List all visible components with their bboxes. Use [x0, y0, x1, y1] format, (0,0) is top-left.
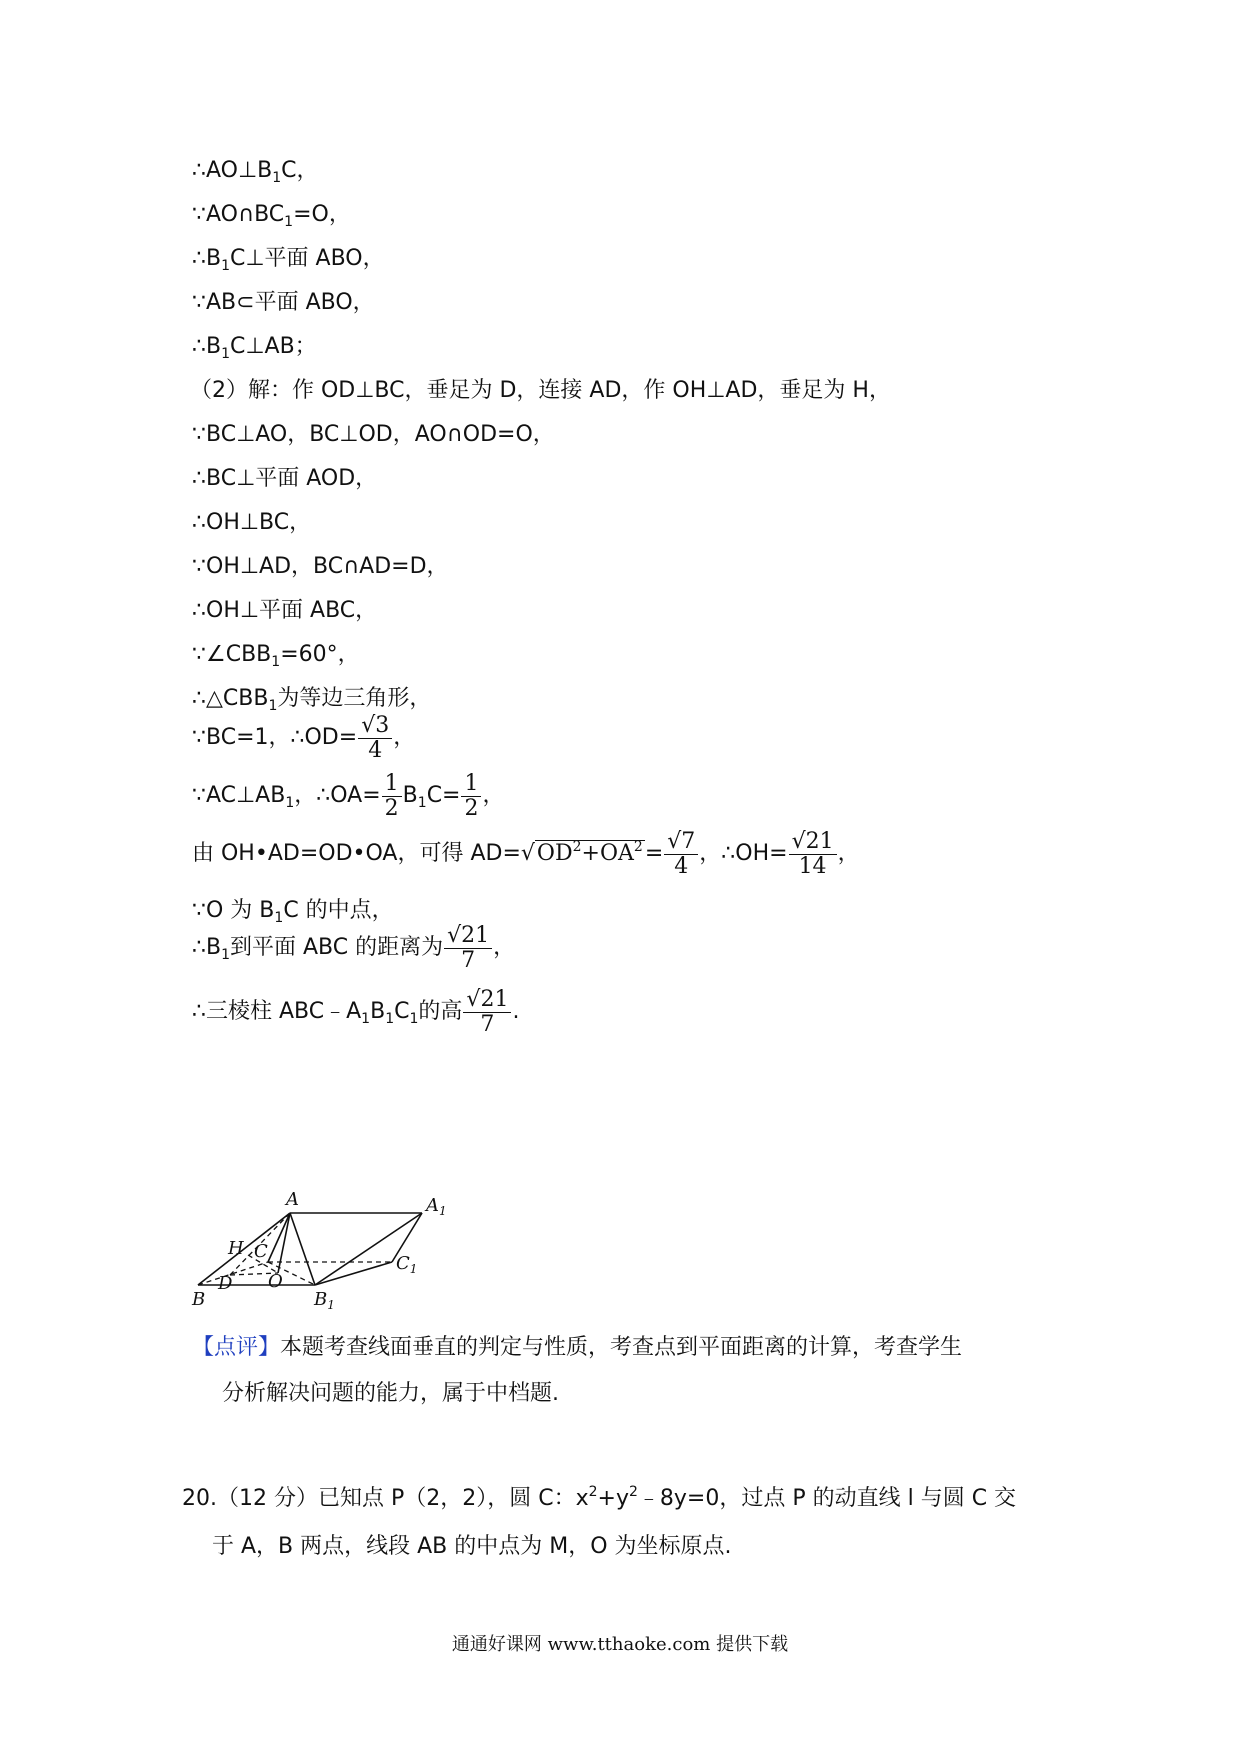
proof-line: $\therefore B_1C\perp AB$；	[192, 334, 317, 362]
square-root: $√OD^2+OA^2$	[520, 839, 643, 866]
fraction: $\frac{√21}{7}$	[444, 924, 492, 973]
fraction: $\frac{√21}{7}$	[463, 988, 511, 1037]
label-d: D	[218, 1273, 233, 1294]
edge-a-c	[268, 1213, 290, 1262]
proof-line: ∴OH⊥平面 ABC，	[192, 598, 378, 623]
proof-line: ∴三棱柱 $ABC﹣A_1B_1C_1$的高 $\frac{√21}{7}$ .	[192, 986, 520, 1037]
proof-line: ∵O 为 $B_1C$ 的中点，	[192, 898, 394, 926]
problem-20: 20.（12 分）已知点 P（2，2），圆 C：$x^2+y^2﹣8y=0$，过点 P 的动直线 l 与圆 C 交 于 A，B 两点，线段 AB 的中点为 M，O 为坐标原点.	[182, 1476, 1052, 1570]
comment-continuation: 分析解决问题的能力，属于中档题.	[222, 1381, 559, 1406]
problem-continuation: 于 A，B 两点，线段 AB 的中点为 M，O 为坐标原点.	[212, 1534, 732, 1559]
comment-block: 【点评】本题考查线面垂直的判定与性质，考查点到平面距离的计算，考查学生 分析解决问题的能力，属于中档题.	[192, 1325, 1062, 1417]
fraction: $\frac{√3}{4}$	[358, 714, 392, 763]
proof-line: $\because AO\cap BC_1=O$，	[192, 202, 351, 230]
proof-line: ∵AB⊂平面 ABO，	[192, 290, 375, 315]
label-a: A	[286, 1189, 299, 1210]
proof-line: $\because AC\perp AB_1$，∴OA= $\frac{1}{2}$ $B_1C=$ $\frac{1}{2}$ ，	[192, 770, 505, 821]
label-o: O	[268, 1271, 283, 1292]
segment-ao	[278, 1213, 290, 1273]
proof-line: （2）解：作 OD⊥BC，垂足为 D，连接 AD，作 OH⊥AD，垂足为 H，	[190, 378, 891, 403]
proof-line: ∵BC=1，∴OD= $\frac{√3}{4}$ ，	[192, 712, 416, 763]
fraction: $\frac{√21}{14}$	[789, 830, 837, 879]
proof-line: ∵BC⊥AO，BC⊥OD，AO∩OD=O，	[192, 422, 555, 447]
label-h: H	[228, 1238, 244, 1259]
label-c: C	[254, 1241, 268, 1262]
proof-line: ∵OH⊥AD，BC∩AD=D，	[192, 554, 449, 579]
proof-line: $\therefore B_1$到平面 ABC 的距离为 $\frac{√21}{7}$ ，	[192, 922, 516, 973]
proof-line: 由 OH•AD=OD•OA，可得 $AD=√OD^2+OA^2=$ $\frac{√7}{4}$ ，∴OH= $\frac{√21}{14}$ ，	[192, 828, 860, 879]
proof-line: $\therefore\triangle CBB_1$为等边三角形，	[192, 686, 432, 714]
label-b: B	[192, 1289, 206, 1310]
proof-line: $\therefore AO\perp B_1C$，	[192, 158, 319, 186]
proof-line: ∴BC⊥平面 AOD，	[192, 466, 378, 491]
fraction: $\frac{√7}{4}$	[664, 830, 698, 879]
fraction: $\frac{1}{2}$	[382, 772, 402, 821]
label-b1: $B_1$	[314, 1289, 335, 1312]
label-a1: $A_1$	[426, 1195, 447, 1218]
edge-b1-c1	[315, 1262, 392, 1285]
proof-line: $\therefore B_1C\perp$平面 ABO，	[192, 246, 385, 274]
proof-line: ∴OH⊥BC，	[192, 510, 312, 535]
fraction: $\frac{1}{2}$	[461, 772, 481, 821]
proof-line: $\because\angle CBB_1=60^\circ$，	[192, 642, 360, 670]
footer-text: 通通好课网 www.tthaoke.com 提供下载	[451, 1634, 789, 1655]
label-c1: $C_1$	[396, 1253, 418, 1276]
comment-tag: 【点评】	[192, 1335, 281, 1360]
edge-b1-a1	[315, 1213, 422, 1285]
prism-figure	[190, 1165, 470, 1325]
